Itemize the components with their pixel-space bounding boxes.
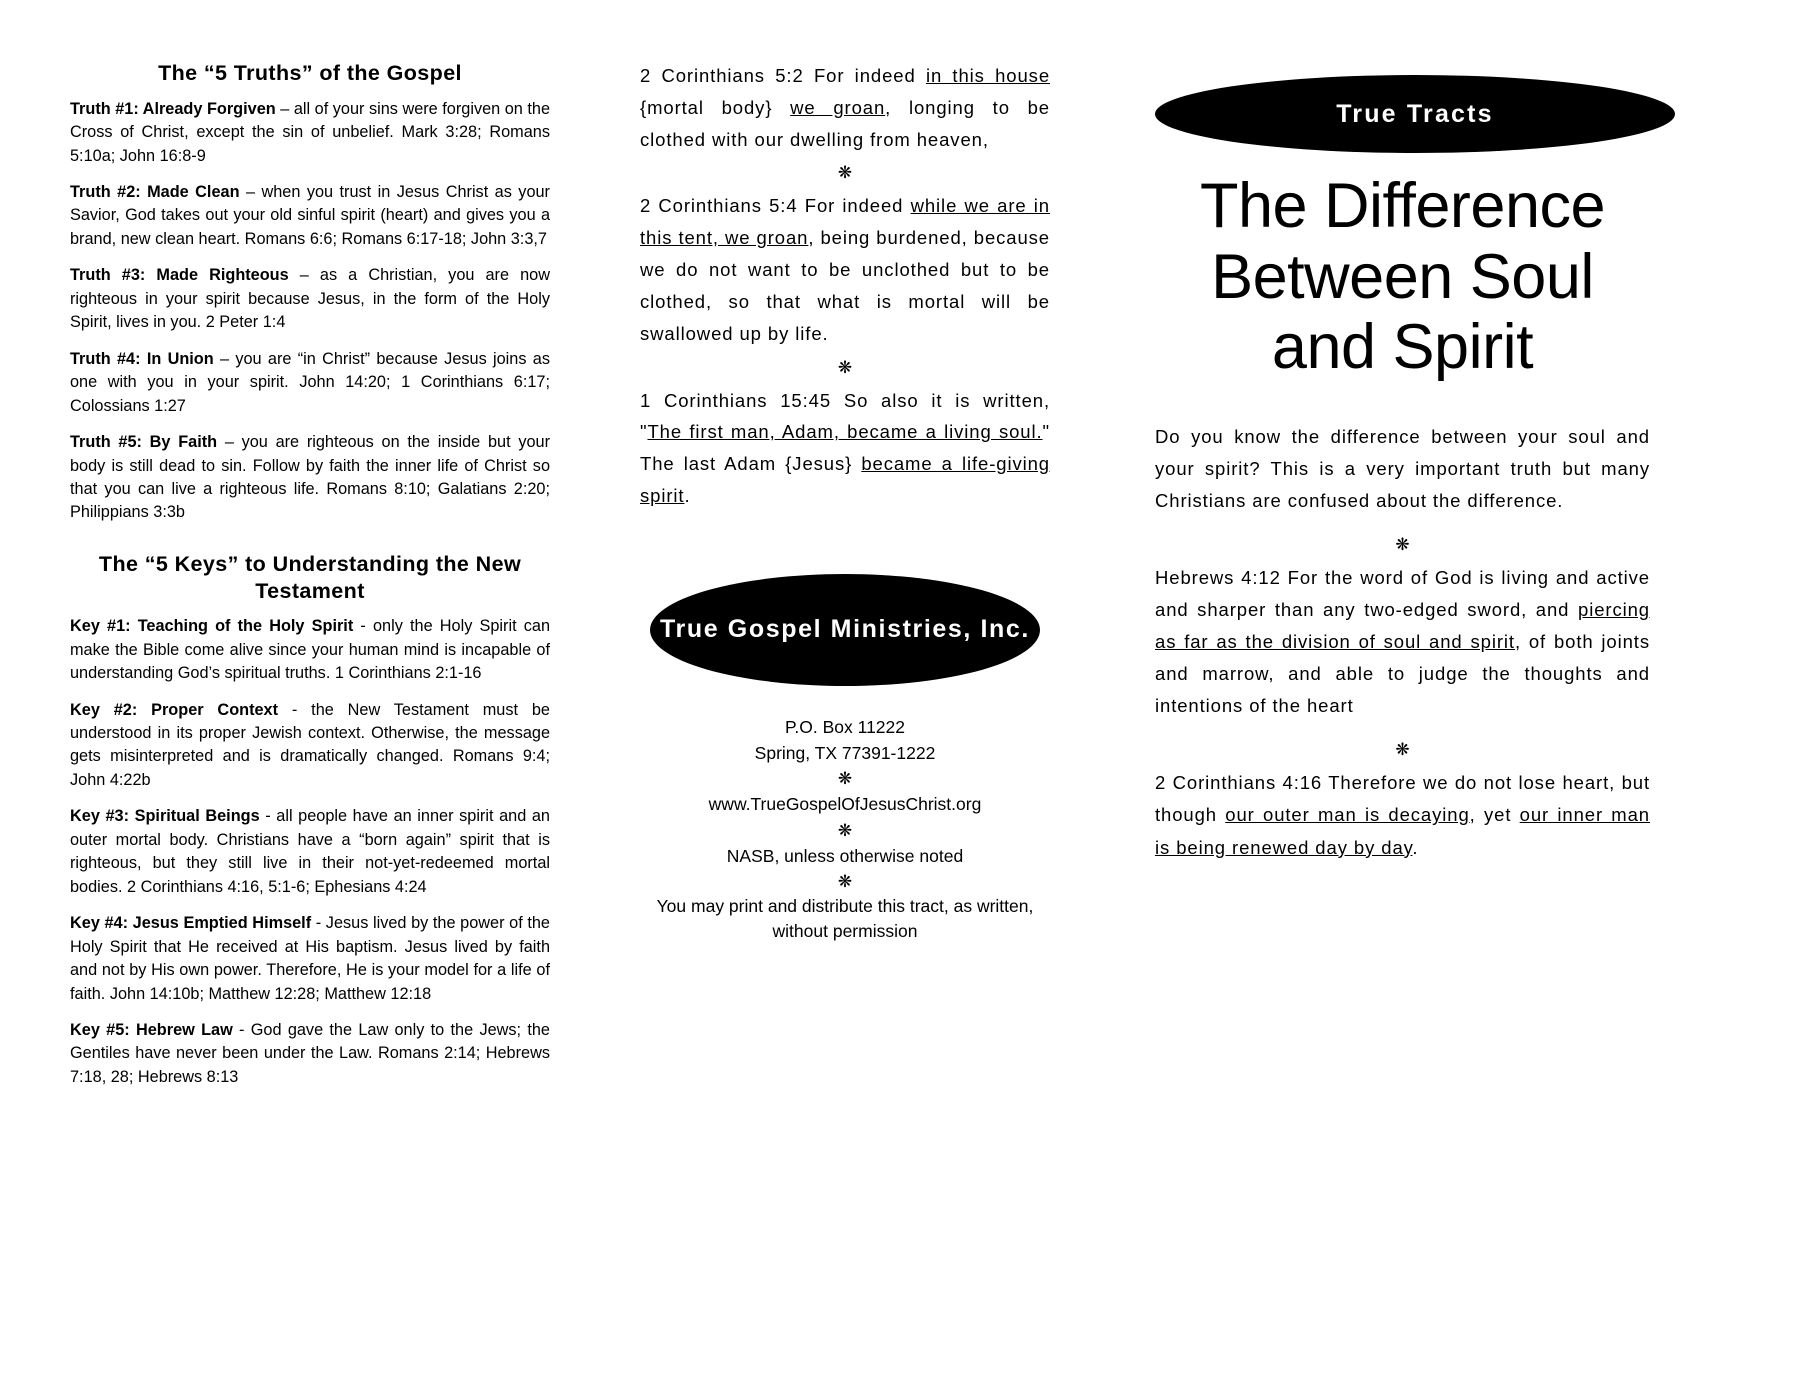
truth-lead: Truth #5: By Faith: [70, 433, 218, 452]
verse-underline: became a life-giving spirit: [640, 453, 1050, 506]
panel-five-truths: [70, 60, 590, 1351]
key-text: - all people have an inner spirit and an outer mortal body. Christians have a “born again” spirit that is righteous, but they still live in their not-yet-redeemed mortal bodies. 2 Corinthians 4:16, 5:1-6; Ephesians 4:24: [70, 807, 550, 896]
verse-text: , being burdened, because we do not want to be unclothed but to be clothed, so that what is mortal will be swallowed up by life.: [640, 227, 1050, 344]
truth-lead: Truth #4: In Union: [70, 349, 214, 368]
key-lead: Key #1: Teaching of the Holy Spirit: [70, 617, 354, 636]
five-keys-heading: The “5 Keys” to Understanding the New Testament: [98, 551, 522, 603]
key-item: [70, 805, 550, 899]
true-tracts-badge: True Tracts: [1155, 75, 1675, 153]
verse-text: , yet: [1469, 804, 1520, 826]
key-lead: Key #4: Jesus Emptied Himself: [70, 914, 312, 933]
verse-text: 2 Corinthians 4:16 Therefore we do not lose heart, but though: [1155, 772, 1650, 826]
truth-item: [70, 264, 550, 334]
truth-lead: Truth #2: Made Clean: [70, 183, 240, 202]
key-text: - God gave the Law only to the Jews; the Gentiles have never been under the Law. Romans 2:14; Hebrews 7:18, 28; Hebrews 8:13: [70, 1021, 550, 1086]
leaf-ornament-icon: ❋: [837, 871, 853, 891]
city-state-zip-line: Spring, TX 77391-1222: [754, 743, 936, 763]
verse-underline: our inner man is being renewed day by day: [1155, 804, 1650, 858]
verse-underline: while we are in this tent, we groan: [640, 195, 1050, 249]
verse-1cor-15-45: [640, 385, 1050, 512]
verse-text: .: [684, 484, 691, 506]
verse-2cor-5-2: [640, 60, 1050, 155]
key-item: [70, 699, 550, 793]
verse-underline: The first man, Adam, became a living soul.: [647, 421, 1043, 443]
ministry-name-badge: True Gospel Ministries, Inc.: [650, 574, 1040, 686]
verse-text: , of both joints and marrow, and able to judge the thoughts and intentions of the heart: [1155, 631, 1650, 717]
verse-underline: piercing as far as the division of soul and spirit: [1155, 598, 1650, 653]
key-lead: Key #5: Hebrew Law: [70, 1021, 233, 1040]
truth-text: – you are “in Christ” because Jesus joins as one with you in your spirit. John 14:20; 1 Corinthians 6:17; Colossians 1:27: [70, 349, 550, 415]
verse-2cor-5-4: [640, 190, 1050, 349]
permission-note: You may print and distribute this tract, as written, without permission: [656, 895, 1034, 942]
verse-text: Hebrews 4:12 For the word of God is living and active and sharper than any two-edged sword, and: [1155, 566, 1650, 620]
truth-item: [70, 431, 550, 525]
verse-reference: 2 Corinthians 5:4 For indeed: [640, 195, 911, 217]
page-title: The Difference Between Soul and Spirit: [1199, 171, 1606, 383]
key-item: [70, 1019, 550, 1089]
truth-text: – all of your sins were forgiven on the Cross of Christ, except the sin of unbelief. Mark 3:28; Romans 5:10a; John 16:8-9: [70, 99, 550, 165]
verse-text: , longing to be clothed with our dwelling from heaven,: [640, 96, 1050, 150]
verse-reference: 2 Corinthians 5:2 For indeed: [640, 65, 926, 86]
intro-question: Do you know the difference between your soul and your spirit? This is a very important truth but many Christians are confused about the difference.: [1155, 425, 1650, 512]
po-box-line: P.O. Box 11222: [785, 716, 905, 737]
leaf-ornament-icon: ❋: [837, 820, 853, 840]
verse-text: " The last Adam {Jesus}: [640, 421, 1050, 475]
website-link[interactable]: www.TrueGospelOfJesusChrist.org: [708, 794, 982, 815]
verse-2cor-4-16: [1155, 767, 1650, 864]
key-text: - the New Testament must be understood in its proper Jewish context. Otherwise, the message gets misinterpreted and is dramatically changed. Romans 9:4; John 4:22b: [70, 700, 550, 789]
truth-lead: Truth #1: Already Forgiven: [70, 99, 276, 118]
verse-text: .: [1412, 836, 1419, 858]
truth-text: – as a Christian, you are now righteous in your spirit because Jesus, in the form of the Holy Spirit, lives in you. 2 Peter 1:4: [70, 266, 550, 332]
truth-item: [70, 98, 550, 168]
verse-underline: in this house: [925, 65, 1051, 86]
truth-item: [70, 181, 550, 251]
leaf-ornament-icon: ❋: [837, 163, 853, 183]
key-lead: Key #2: Proper Context: [70, 700, 279, 719]
truth-text: – when you trust in Jesus Christ as your Savior, God takes out your old sinful spirit (heart) and gives you a brand, new clean heart. Romans 6:6; Romans 6:17-18; John 3:3,7: [70, 183, 550, 248]
key-text: - Jesus lived by the power of the Holy Spirit that He received at His baptism. Jesus lived by faith and not by His own power. Therefore, He is your model for a life of faith. John 14:10b; Matthew 12:28; Matthew 12:18: [70, 914, 550, 1003]
truth-lead: Truth #3: Made Righteous: [70, 266, 289, 285]
bible-version-note: NASB, unless otherwise noted: [726, 845, 964, 866]
verse-text: {mortal body}: [640, 96, 791, 118]
key-lead: Key #3: Spiritual Beings: [70, 807, 260, 826]
verse-hebrews-4-12: [1155, 562, 1650, 723]
truth-text: – you are righteous on the inside but your body is still dead to sin. Follow by faith the inner life of Christ so that you can live a righteous life. Romans 8:10; Galatians 2:20; Philippians 3:3b: [70, 433, 550, 522]
verse-underline: our outer man is decaying: [1225, 804, 1470, 826]
contact-block: [640, 714, 1050, 945]
leaf-ornament-icon: ❋: [837, 357, 853, 377]
leaf-ornament-icon: ❋: [1395, 534, 1410, 554]
verse-reference: 1 Corinthians 15:45 So also it is written, ": [640, 389, 1050, 443]
panel-cover: [1090, 60, 1650, 1351]
key-item: [70, 912, 550, 1006]
leaf-ornament-icon: ❋: [837, 769, 853, 789]
leaf-ornament-icon: ❋: [1395, 740, 1410, 760]
five-truths-heading: The “5 Truths” of the Gospel: [158, 61, 462, 85]
panel-scripture-and-contact: [590, 60, 1090, 1351]
truth-item: [70, 348, 550, 418]
key-item: [70, 615, 550, 685]
verse-underline: we groan: [790, 96, 886, 118]
key-text: - only the Holy Spirit can make the Bible come alive since your human mind is incapable of understanding God’s spiritual truths. 1 Corinthians 2:1-16: [70, 617, 550, 683]
